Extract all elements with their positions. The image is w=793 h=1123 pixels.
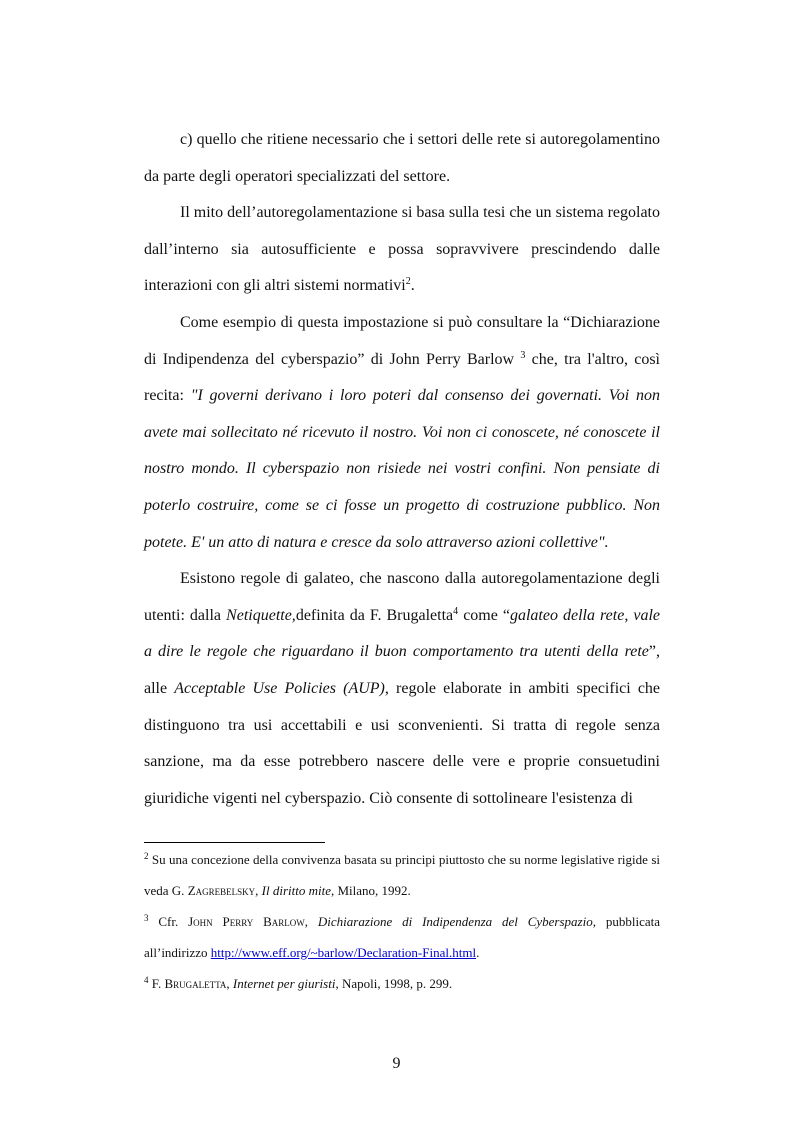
netiquette-definition: galateo della rete, vale a dire le regole che riguardano il buon comportamento tra utenti della rete — [144, 606, 661, 661]
paragraph-1 — [144, 122, 660, 195]
paragraph-4-text-d: ”, alle — [144, 643, 660, 697]
footnote-4 — [144, 968, 660, 999]
footnote-4-author: Brugaletta — [164, 976, 227, 991]
footnote-3-author: John Perry Barlow — [188, 914, 305, 929]
footnote-3-sep: , — [304, 914, 318, 929]
footnote-2-text: Su una concezione della convivenza basata su principi piuttosto che su norme legislative rigide si veda G. — [144, 852, 660, 898]
paragraph-4-text-c: come “ — [458, 606, 510, 624]
footnote-2-sep: , — [255, 883, 262, 898]
aup-term: Acceptable Use Policies (AUP) — [174, 679, 385, 697]
footnote-2-end: , Milano, 1992. — [330, 883, 411, 898]
page-number: 9 — [392, 1055, 401, 1072]
footnote-4-end: , Napoli, 1998, p. 299. — [335, 976, 453, 991]
footnote-4-number: 4 — [144, 975, 149, 985]
paragraph-4-text-e: , regole elaborate in ambiti specifici che distinguono tra usi accettabili e usi sconvenienti. Si tratta di regole senza sanzione, ma da esse potrebbero nascere delle vere e proprie consuetudini giuridiche vigenti nel cyberspazio. Ciò consente di sottolineare l'esistenza di — [144, 679, 661, 807]
main-text — [144, 122, 660, 817]
footnote-3-text: Cfr. — [148, 914, 189, 929]
paragraph-4-text: Esistono regole di galateo, che nascono dalla autoregolamentazione degli utenti: dalla — [144, 570, 660, 624]
footnote-3 — [144, 906, 660, 968]
footnote-3-end: . — [476, 945, 480, 960]
footnote-4-text: F. — [148, 976, 165, 991]
paragraph-3-text-b: che, tra l'altro, così recita: — [144, 350, 661, 405]
paragraph-3-text: Come esempio di questa impostazione si può consultare la “Dichiarazione di Indipendenza del cyberspazio” di John Perry Barlow — [144, 313, 660, 368]
footnote-ref-2[interactable]: 2 — [405, 276, 411, 288]
footnote-2-number: 2 — [144, 851, 149, 861]
paragraph-4-text-b: definita da F. Brugaletta — [295, 606, 454, 624]
barlow-declaration-link[interactable]: http://www.eff.org/~barlow/Declaration-Final.html — [210, 945, 477, 960]
paragraph-2-end: . — [410, 277, 415, 295]
footnote-divider — [144, 842, 325, 843]
paragraph-2-text: Il mito dell’autoregolamentazione si basa sulla tesi che un sistema regolato dall’interno sia autosufficiente e possa sopravvivere prescindendo dalle interazioni con gli altri sistemi normativi — [144, 204, 660, 295]
footnote-3-title: Dichiarazione di Indipendenza del Cyberspazio, — [317, 914, 596, 929]
paragraph-2 — [144, 195, 660, 305]
footnote-3-text-b: pubblicata all’indirizzo — [144, 914, 660, 960]
footnote-3-number: 3 — [144, 913, 149, 923]
paragraph-1-text: c) quello che ritiene necessario che i settori delle rete si autoregolamentino da parte degli operatori specializzati del settore. — [144, 131, 660, 185]
footnote-4-sep: , — [226, 976, 233, 991]
footnote-2-author: Zagrebelsky — [187, 883, 256, 898]
footnote-2-title: Il diritto mite — [261, 883, 331, 898]
footnotes — [144, 844, 660, 999]
footnote-ref-3[interactable]: 3 — [520, 349, 526, 361]
barlow-quote: "I governi derivano i loro poteri dal consenso dei governati. Voi non avete mai sollecitato né ricevuto il nostro. Voi non ci conoscete, né conoscete il nostro mondo. Il cyberspazio non risiede nei vostri confini. Non pensiate di poterlo costruire, come se ci fosse un progetto di costruzione pubblico. Non potete. E' un atto di natura e cresce da solo attraverso azioni collettive". — [144, 387, 661, 551]
paragraph-4 — [144, 561, 660, 817]
footnote-ref-4[interactable]: 4 — [453, 605, 459, 617]
paragraph-3 — [144, 305, 660, 561]
footnote-2 — [144, 844, 660, 906]
footnote-4-title: Internet per giuristi — [232, 976, 336, 991]
netiquette-term: Netiquette, — [226, 606, 296, 624]
